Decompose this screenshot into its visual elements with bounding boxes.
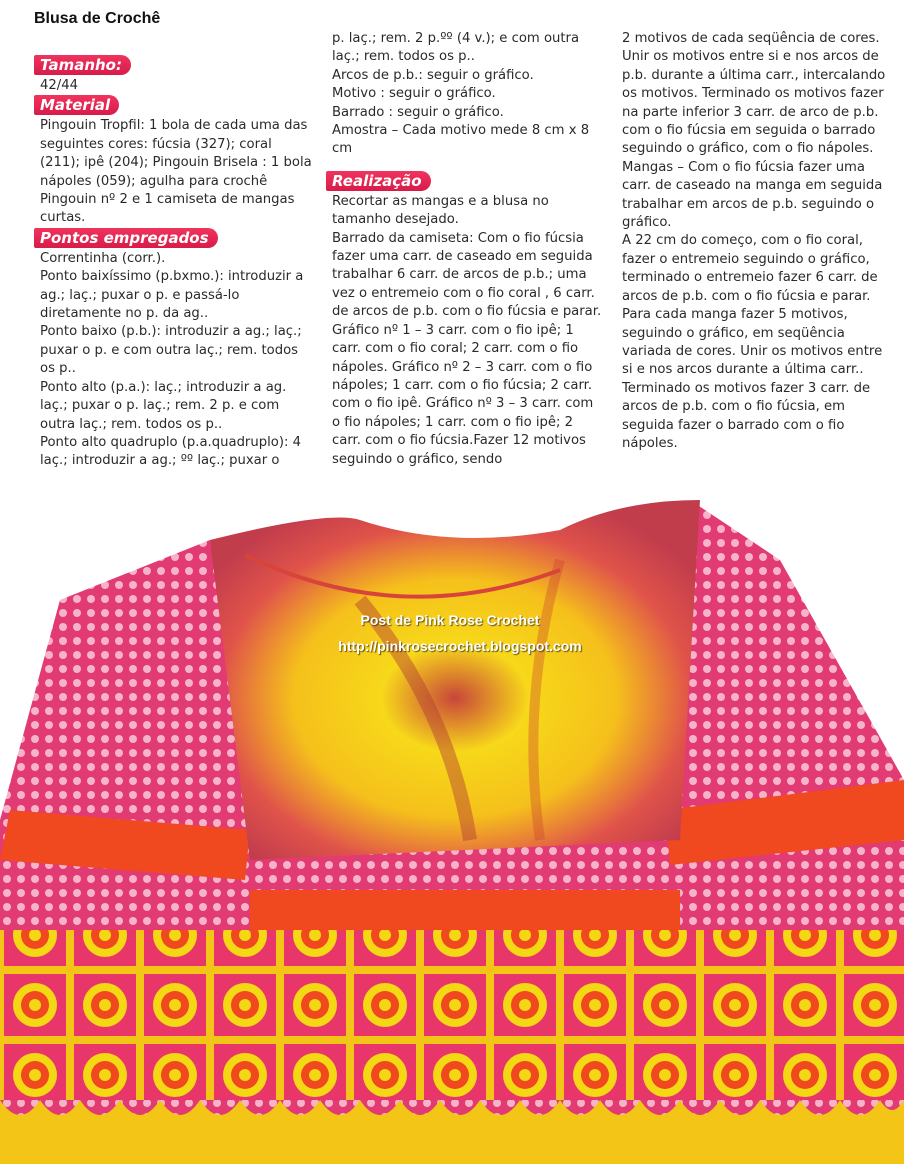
watermark-url: http://pinkrosecrochet.blogspot.com — [338, 638, 582, 654]
size-heading: Tamanho: — [34, 55, 131, 75]
watermark-title: Post de Pink Rose Crochet — [360, 612, 540, 628]
stitch-line: Ponto baixo (p.b.): introduzir a ag.; laç.; puxar o p. e com outra laç.; rem. todos os p.. — [40, 324, 302, 377]
blouse-photo — [0, 480, 904, 1164]
body-band — [250, 890, 680, 930]
material-text: Pingouin Tropfil: 1 bola de cada uma das seguintes cores: fúcsia (327); coral (211); ipê (204); Pingouin Brisela : 1 bola nápoles (059); agulha para crochê Pingouin nº 2 e 1 camiseta de mangas curtas. — [40, 118, 312, 226]
paragraph: 2 motivos de cada seqüência de cores. Unir os motivos entre si e nos arcos de p.b. durante a última carr., intercalando os motivos. Terminado os motivos fazer na parte inferior 3 carr. de arco de p.b. com o fio fúcsia em seguida o barrado seguindo o gráfico, com o fio nápoles. — [622, 31, 886, 157]
paragraph: Gráfico nº 1 – 3 carr. com o fio ipê; 1 carr. com o fio coral; 2 carr. com o fio nápoles. Gráfico nº 2 – 3 carr. com o fio nápoles; 1 carr. com o fio fúcsia; 2 carr. com o fio ipê. Gráfico nº 3 – 3 carr. com o fio nápoles; 1 carr. com o fio ipê; 2 carr. com o fio fúcsia.Fazer 12 motivos seguindo o gráfico, sendo — [332, 322, 594, 467]
stitch-line: Correntinha (corr.). — [40, 250, 166, 266]
paragraph: p. laç.; rem. 2 p.ºº (4 v.); e com outra laç.; rem. todos os p.. — [332, 31, 580, 65]
column-1 — [40, 55, 312, 471]
tshirt-top — [210, 500, 700, 860]
stitch-line: Ponto alto (p.a.): laç.; introduzir a ag. laç.; puxar o p. laç.; rem. 2 p. e com outra laç.; rem. todos os p.. — [40, 379, 287, 432]
paragraph: A 22 cm do começo, com o fio coral, fazer o entremeio seguindo o gráfico, terminado o entremeio fazer 6 carr. de arcos de p.b. com o fio fúcsia e parar. Para cada manga fazer 5 motivos, seguindo o gráfico, em seqüência variada de cores. Unir os motivos entre si e nos arcos durante a última carr.. Terminado os motivos fazer 3 carr. de arcos de p.b. com o fio fúcsia, em seguida fazer o barrado com o fio nápoles. — [622, 233, 883, 451]
material-heading: Material — [34, 95, 119, 115]
paragraph: Barrado da camiseta: Com o fio fúcsia fazer uma carr. de caseado em seguida trabalhar 6 carr. de arcos de p.b.; uma vez o entremeio com o fio coral , 6 carr. de arcos de p.b. com o fio fúcsia e parar. — [332, 230, 602, 320]
paragraph: Barrado : seguir o gráfico. — [332, 104, 504, 120]
paragraph: Recortar as mangas e a blusa no tamanho desejado. — [332, 193, 549, 228]
stitches-heading: Pontos empregados — [34, 228, 218, 248]
page-title: Blusa de Crochê — [34, 10, 161, 27]
size-value: 42/44 — [40, 78, 79, 93]
paragraph: Motivo : seguir o gráfico. — [332, 86, 496, 102]
column-3 — [622, 30, 892, 453]
stitch-line: Ponto alto quadruplo (p.a.quadruplo): 4 laç.; introduzir a ag.; ºº laç.; puxar o — [40, 434, 301, 469]
paragraph: Amostra – Cada motivo mede 8 cm x 8 cm — [332, 123, 590, 157]
paragraph: Mangas – Com o fio fúcsia fazer uma carr. de caseado na manga em seguida trabalhar em arcos de p.b. seguindo o gráfico. — [622, 159, 883, 231]
stitch-line: Ponto baixíssimo (p.bxmo.): introduzir a ag.; laç.; puxar o p. e passá-lo diretamente no p. da ag.. — [40, 269, 304, 322]
column-2 — [332, 30, 602, 469]
realization-heading: Realização — [326, 171, 431, 191]
motif-row — [0, 930, 904, 1100]
paragraph: Arcos de p.b.: seguir o gráfico. — [332, 67, 534, 83]
